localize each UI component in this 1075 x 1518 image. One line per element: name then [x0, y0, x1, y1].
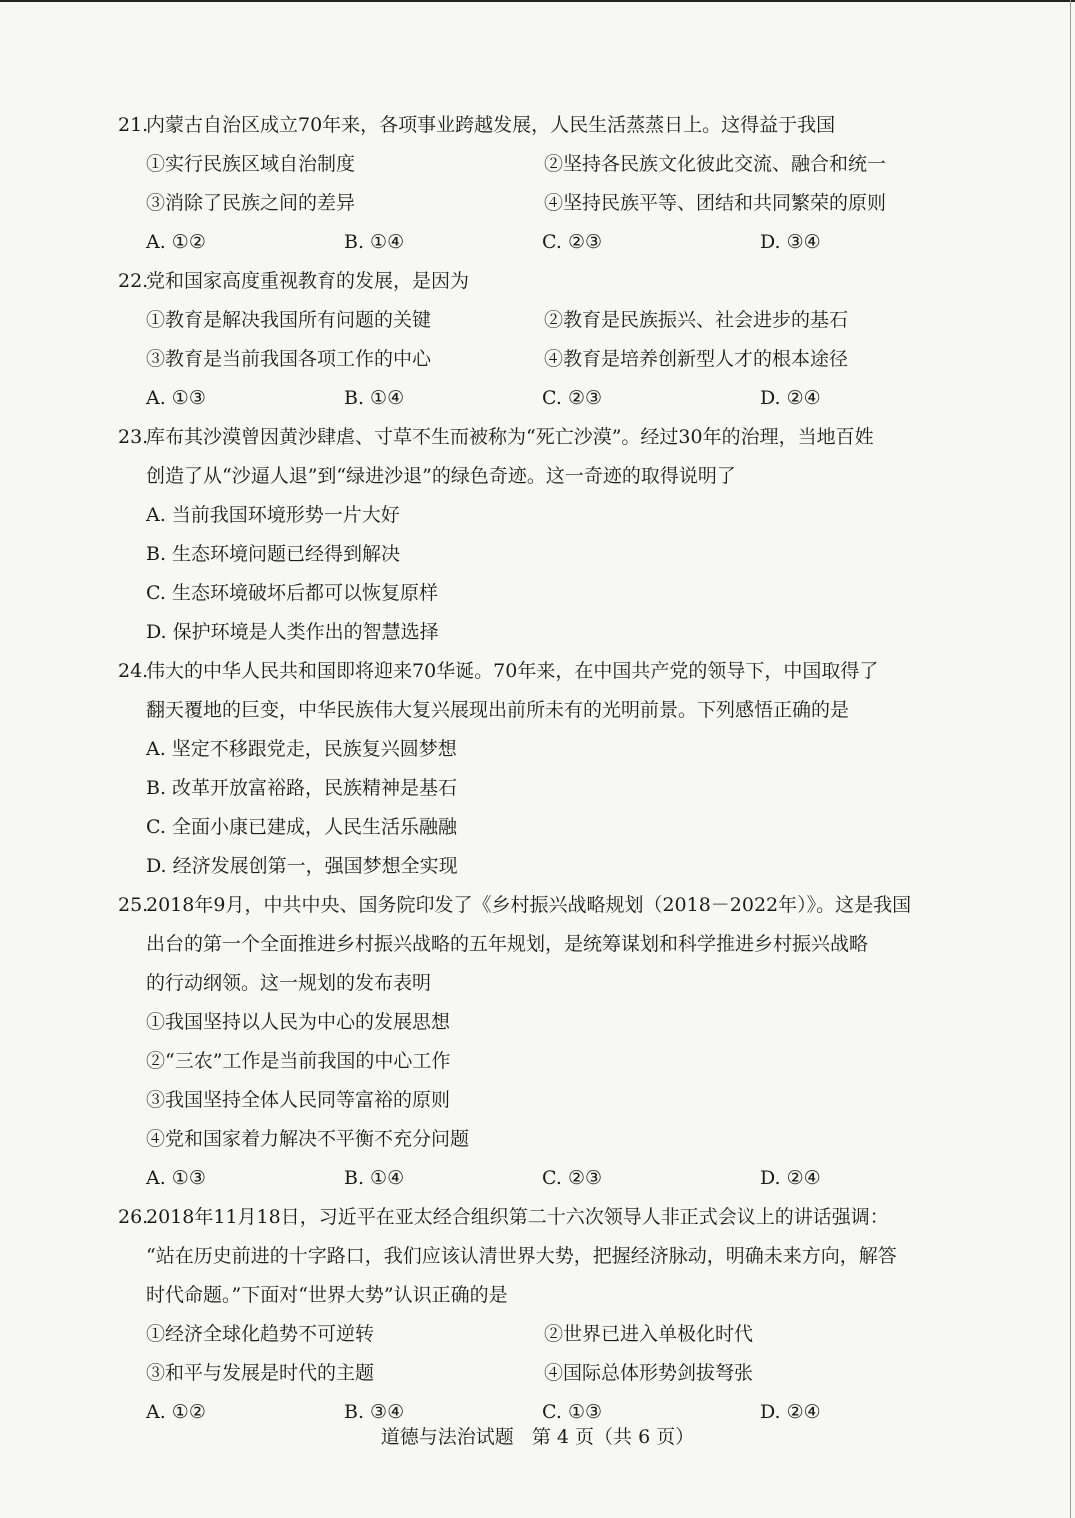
option-d: D. 经济发展创第一，强国梦想全实现: [146, 855, 458, 877]
stem-line: 2018年11月18日，习近平在亚太经合组织第二十六次领导人非正式会议上的讲话强调：: [146, 1206, 889, 1228]
answer-choice-b: B. ③④: [344, 1401, 405, 1423]
option-item: ④坚持民族平等、团结和共同繁荣的原则: [544, 192, 887, 214]
option-item: ③我国坚持全体人民同等富裕的原则: [146, 1089, 451, 1111]
option-item: ④教育是培养创新型人才的根本途径: [544, 348, 849, 370]
option-a: A. 当前我国环境形势一片大好: [146, 504, 400, 526]
option-grid: [118, 1315, 998, 1393]
answer-choice-d: D. ②④: [760, 387, 821, 409]
question-stem: [118, 886, 998, 925]
question-number: 23.: [118, 426, 149, 448]
option-item: ④党和国家着力解决不平衡不充分问题: [146, 1128, 470, 1150]
option-c: C. 生态环境破坏后都可以恢复原样: [146, 582, 438, 604]
question-22: [118, 262, 998, 418]
footer-page-number: 第 4 页（共 6 页）: [531, 1426, 695, 1448]
stem-line: 2018年9月，中共中央、国务院印发了《乡村振兴战略规划（2018－2022年）》。这是我国: [146, 894, 912, 916]
option-item: ②世界已进入单极化时代: [544, 1323, 754, 1345]
answer-choice-d: D. ②④: [760, 1401, 821, 1423]
option-item: ③教育是当前我国各项工作的中心: [146, 348, 432, 370]
option-item: ①经济全球化趋势不可逆转: [146, 1323, 375, 1345]
option-grid: [118, 145, 998, 223]
stem-line: 的行动纲领。这一规划的发布表明: [146, 972, 432, 994]
page-right-edge: [1070, 0, 1071, 1518]
exam-content: [118, 106, 998, 1432]
question-stem: [118, 652, 998, 691]
option-item: ②教育是民族振兴、社会进步的基石: [544, 309, 849, 331]
option-a: A. 坚定不移跟党走，民族复兴圆梦想: [146, 738, 457, 760]
question-stem: [118, 262, 998, 301]
answer-choice-b: B. ①④: [344, 1167, 405, 1189]
question-number: 24.: [118, 660, 149, 682]
question-number: 22.: [118, 270, 149, 292]
stem-line: 出台的第一个全面推进乡村振兴战略的五年规划，是统筹谋划和科学推进乡村振兴战略: [146, 933, 869, 955]
answer-choice-b: B. ①④: [344, 231, 405, 253]
answer-choice-d: D. ②④: [760, 1167, 821, 1189]
answer-choice-c: C. ①③: [542, 1401, 603, 1423]
answer-choices: [118, 379, 998, 418]
question-stem: [118, 1198, 998, 1237]
question-24: [118, 652, 998, 886]
stem-line: 库布其沙漠曾因黄沙肆虐、寸草不生而被称为“死亡沙漠”。经过30年的治理，当地百姓: [146, 426, 874, 448]
option-grid: [118, 301, 998, 379]
question-number: 21.: [118, 114, 149, 136]
question-26: [118, 1198, 998, 1432]
stem-line: 伟大的中华人民共和国即将迎来70华诞。70年来，在中国共产党的领导下，中国取得了: [146, 660, 879, 682]
question-stem: [118, 106, 998, 145]
page-top-edge: [0, 0, 1075, 6]
answer-choice-a: A. ①③: [146, 1167, 206, 1189]
question-stem: [118, 418, 998, 457]
stem-line: 翻天覆地的巨变，中华民族伟大复兴展现出前所未有的光明前景。下列感悟正确的是: [146, 699, 850, 721]
stem-line: 内蒙古自治区成立70年来，各项事业跨越发展，人民生活蒸蒸日上。这得益于我国: [146, 114, 836, 136]
option-item: ③消除了民族之间的差异: [146, 192, 356, 214]
answer-choice-a: A. ①②: [146, 1401, 206, 1423]
question-23: [118, 418, 998, 652]
question-number: 25.: [118, 894, 149, 916]
stem-line: 创造了从“沙逼人退”到“绿进沙退”的绿色奇迹。这一奇迹的取得说明了: [146, 465, 736, 487]
option-c: C. 全面小康已建成，人民生活乐融融: [146, 816, 457, 838]
answer-choice-c: C. ②③: [542, 1167, 603, 1189]
answer-choice-b: B. ①④: [344, 387, 405, 409]
question-number: 26.: [118, 1206, 149, 1228]
answer-choice-c: C. ②③: [542, 387, 603, 409]
footer-subject: 道德与法治试题: [380, 1426, 514, 1448]
question-21: [118, 106, 998, 262]
option-b: B. 生态环境问题已经得到解决: [146, 543, 401, 565]
option-d: D. 保护环境是人类作出的智慧选择: [146, 621, 439, 643]
option-item: ②“三农”工作是当前我国的中心工作: [146, 1050, 451, 1072]
option-item: ①教育是解决我国所有问题的关键: [146, 309, 432, 331]
option-item: ④国际总体形势剑拔弩张: [544, 1362, 754, 1384]
answer-choice-c: C. ②③: [542, 231, 603, 253]
page-footer: [0, 1422, 1075, 1449]
option-item: ③和平与发展是时代的主题: [146, 1362, 375, 1384]
answer-choice-a: A. ①③: [146, 387, 206, 409]
answer-choice-a: A. ①②: [146, 231, 206, 253]
stem-line: 党和国家高度重视教育的发展，是因为: [146, 270, 470, 292]
question-25: [118, 886, 998, 1198]
option-item: ①实行民族区域自治制度: [146, 153, 356, 175]
stem-line: “站在历史前进的十字路口，我们应该认清世界大势，把握经济脉动，明确未来方向，解答: [146, 1245, 897, 1267]
answer-choices: [118, 1159, 998, 1198]
option-b: B. 改革开放富裕路，民族精神是基石: [146, 777, 458, 799]
option-item: ①我国坚持以人民为中心的发展思想: [146, 1011, 451, 1033]
option-item: ②坚持各民族文化彼此交流、融合和统一: [544, 153, 887, 175]
answer-choice-d: D. ③④: [760, 231, 821, 253]
answer-choices: [118, 223, 998, 262]
stem-line: 时代命题。”下面对“世界大势”认识正确的是: [146, 1284, 508, 1306]
